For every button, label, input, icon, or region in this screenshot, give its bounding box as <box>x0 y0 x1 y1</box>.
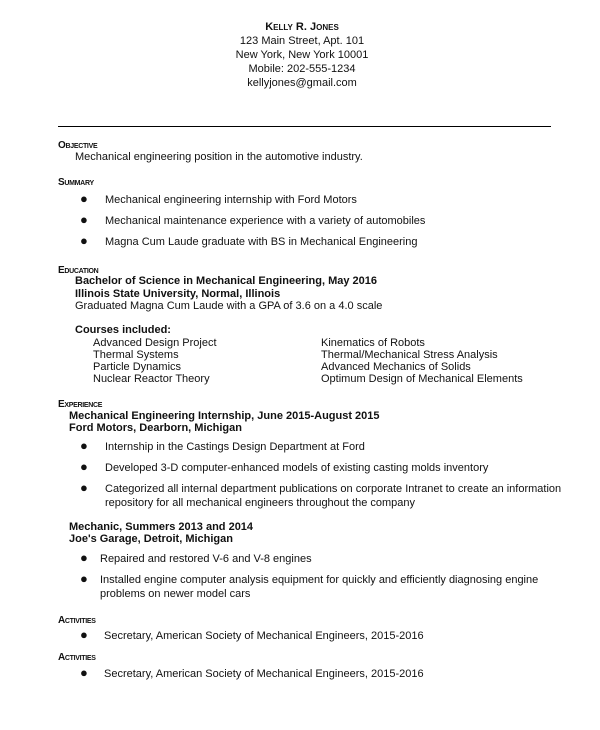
gpa: Graduated Magna Cum Laude with a GPA of 3.6 on a 4.0 scale <box>75 300 383 312</box>
course: Thermal/Mechanical Stress Analysis <box>321 349 498 361</box>
job-bullet: Repaired and restored V-6 and V-8 engines <box>100 553 312 565</box>
address-line-1: 123 Main Street, Apt. 101 <box>239 35 365 47</box>
job-bullet: Categorized all internal department publications on corporate Intranet to create an information <box>105 483 562 495</box>
activities-heading: Activities <box>58 652 96 663</box>
bullet-icon: ● <box>80 212 88 227</box>
experience-heading: Experience <box>58 399 103 410</box>
summary-heading: Summary <box>58 177 94 188</box>
bullet-icon: ● <box>80 550 88 565</box>
job-bullet: Internship in the Castings Design Department at Ford <box>105 441 365 453</box>
course: Advanced Design Project <box>93 337 217 349</box>
bullet-icon: ● <box>80 480 88 495</box>
activity-item: Secretary, American Society of Mechanical Engineers, 2015-2016 <box>104 668 424 680</box>
bullet-icon: ● <box>80 438 88 453</box>
objective-text: Mechanical engineering position in the automotive industry. <box>75 151 363 163</box>
course: Advanced Mechanics of Solids <box>321 361 471 373</box>
course: Thermal Systems <box>93 349 179 361</box>
job-bullet-cont: repository for all mechanical engineers throughout the company <box>105 497 416 509</box>
job-title: Mechanical Engineering Internship, June 2015-August 2015 <box>69 410 380 422</box>
objective-heading: Objective <box>58 140 98 151</box>
divider <box>58 126 551 127</box>
address-line-2: New York, New York 10001 <box>235 49 369 61</box>
job-bullet: Developed 3-D computer-enhanced models of existing casting molds inventory <box>105 462 489 474</box>
bullet-icon: ● <box>80 191 88 206</box>
candidate-name: Kelly R. Jones <box>265 21 339 33</box>
courses-label: Courses included: <box>75 324 171 336</box>
bullet-icon: ● <box>80 627 88 642</box>
degree: Bachelor of Science in Mechanical Engineering, May 2016 <box>75 275 377 287</box>
activities-heading: Activities <box>58 615 96 626</box>
education-heading: Education <box>58 265 99 276</box>
job-title: Mechanic, Summers 2013 and 2014 <box>69 521 254 533</box>
summary-item: Magna Cum Laude graduate with BS in Mechanical Engineering <box>105 236 418 248</box>
job-bullet: Installed engine computer analysis equipment for quickly and efficiently diagnosing engine <box>100 574 539 586</box>
phone: Mobile: 202-555-1234 <box>248 63 356 75</box>
summary-item: Mechanical maintenance experience with a variety of automobiles <box>105 215 426 227</box>
job-company: Ford Motors, Dearborn, Michigan <box>69 422 242 434</box>
summary-item: Mechanical engineering internship with Ford Motors <box>105 194 357 206</box>
activity-item: Secretary, American Society of Mechanical Engineers, 2015-2016 <box>104 630 424 642</box>
course: Nuclear Reactor Theory <box>93 373 210 385</box>
job-company: Joe's Garage, Detroit, Michigan <box>69 533 233 545</box>
bullet-icon: ● <box>80 571 88 586</box>
course: Kinematics of Robots <box>321 337 425 349</box>
job-bullet-cont: problems on newer model cars <box>100 588 251 600</box>
course: Optimum Design of Mechanical Elements <box>321 373 523 385</box>
school: Illinois State University, Normal, Illinois <box>75 288 281 300</box>
bullet-icon: ● <box>80 665 88 680</box>
course: Particle Dynamics <box>93 361 182 373</box>
bullet-icon: ● <box>80 459 88 474</box>
bullet-icon: ● <box>80 233 88 248</box>
email: kellyjones@gmail.com <box>247 77 357 89</box>
